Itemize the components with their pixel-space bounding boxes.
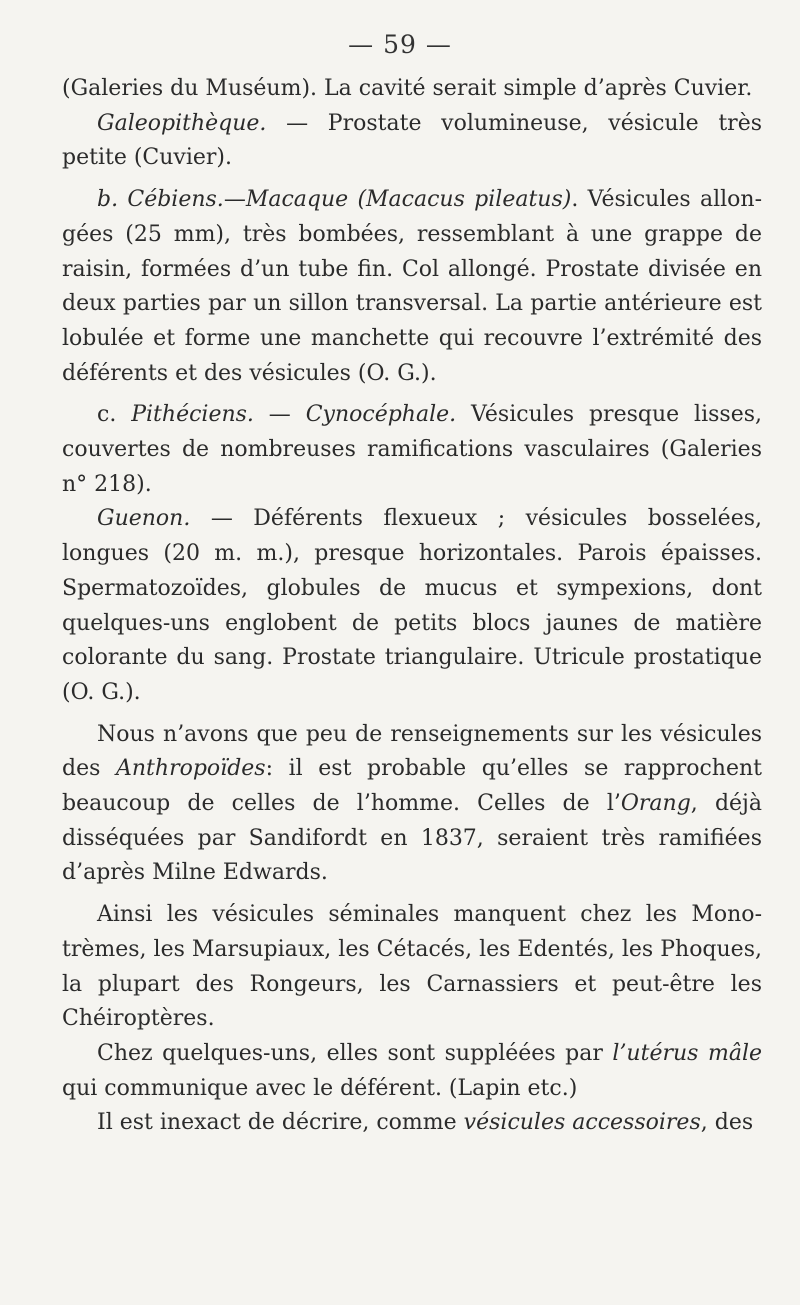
text-run: —	[253, 402, 306, 428]
text-run: — Prostate volumineuse, vésicule très petite (Cuvier).	[62, 110, 762, 171]
species-name: Macaque (Macacus pileatus)	[245, 187, 572, 213]
text-run: c.	[97, 402, 132, 428]
anatomy-term: l’utérus mâle	[612, 1040, 763, 1066]
text-run: Vésicules presque lisses, couvertes de nombreuses ramifications vasculaires (Galeries n° 218).	[62, 402, 762, 497]
text-run: Nous n’avons que peu de renseignements sur les vésicules des	[62, 721, 762, 782]
section-heading: b. Cébiens.	[97, 187, 224, 213]
paragraph-inexact	[62, 1106, 762, 1141]
paragraph-cebiens	[62, 183, 762, 391]
paragraph-pitheciens	[62, 398, 762, 502]
group-name: Anthropoïdes	[116, 756, 266, 782]
anatomy-term: vésicules accessoires	[463, 1110, 701, 1136]
paragraph-uterus-male	[62, 1037, 762, 1106]
text-run: : il est probable qu’elles se rapprochent beaucoup de celles de l’homme. Celles de l’	[62, 756, 763, 817]
genus-name: Orang	[620, 791, 691, 817]
genus-name: Guenon.	[97, 506, 191, 532]
paragraph-anthropoides	[62, 718, 762, 892]
text-run: , des	[700, 1110, 754, 1136]
paragraph-galeopitheque	[62, 107, 762, 176]
text-run: Il est inexact de décrire, comme	[97, 1110, 464, 1136]
page-number: — 59 —	[348, 30, 452, 59]
text-run: Ainsi les vésicules séminales manquent chez les Monotrèmes, les Marsupiaux, les Cétacés, les Edentés, les Phoques, la plupart des Rongeurs, les Carnassiers et peut-être les Chéiroptères.	[62, 902, 762, 1032]
paragraph-galeries	[62, 72, 762, 107]
genus-name: Cynocéphale.	[305, 402, 457, 428]
text-run: , déjà disséquées par Sandifordt en 1837, seraient très ramifiées d’après Milne Edwards.	[62, 791, 762, 886]
text-run: — Déférents flexueux ; vésicules bosselées, longues (20 m. m.), presque horizontales. Parois épaisses. Spermatozoïdes, globules de mucus et sympexions, dont quelques-uns englobent de petits blocs jaunes de matière colorante du sang. Prostate triangulaire. Utricule prostatique (O. G.).	[62, 506, 762, 705]
paragraph-guenon	[62, 502, 762, 710]
text-run: . Vésicules allongées (25 mm), très bombées, ressemblant à une grappe de raisin, formées d’un tube fin. Col allongé. Prostate divisée en deux parties par un sillon transversal. La partie antérieure est lobulée et forme une manchette qui recouvre l’extrémité des déférents et des vésicules (O. G.).	[62, 187, 762, 386]
body-text	[62, 72, 762, 1141]
section-heading: Pithéciens.	[131, 402, 254, 428]
paragraph-conclusion	[62, 898, 762, 1037]
text-run: —	[223, 187, 246, 213]
text-run: (Galeries du Muséum). La cavité serait simple d’après Cuvier.	[62, 76, 753, 101]
text-run: qui communique avec le déférent. (Lapin etc.)	[62, 1075, 578, 1101]
genus-name: Galeopithèque.	[97, 110, 267, 136]
text-run: Chez quelques-uns, elles sont suppléées par	[97, 1040, 613, 1066]
